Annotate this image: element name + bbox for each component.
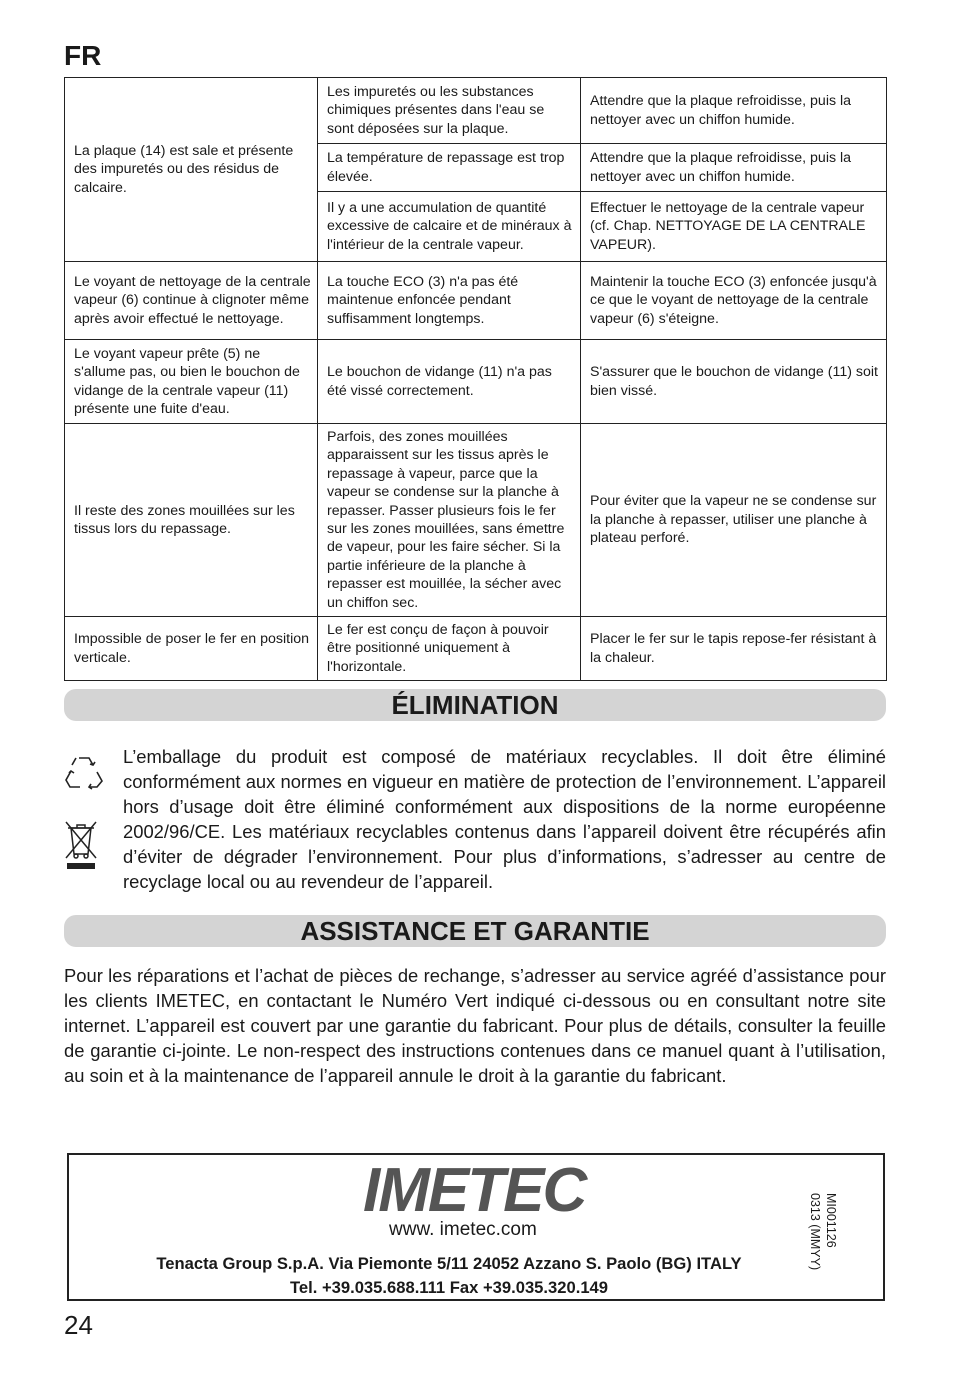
table-row [65,340,887,424]
cause-cell: Les impuretés ou les substances chimiques présentes dans l'eau se sont déposées sur la plaque. [318,78,581,144]
elimination-text: L’emballage du produit est composé de matériaux recyclables. Il doit être éliminé conformément aux normes en vigueur en matière de protection de l’environnement. L’appareil hors d’usage doit être éliminé conformément aux dispositions de la norme européenne 2002/96/CE. Les matériaux recyclables contenus dans l’appareil doivent être récupérés afin d’éviter de dégrader l’environnement. Pour plus d’informations, s’adresser au centre de recyclage local ou au revendeur de l’appareil. [123,746,886,892]
solution-cell: S'assurer que le bouchon de vidange (11) soit bien vissé. [581,340,887,424]
table-row [65,424,887,617]
solution-cell: Effectuer le nettoyage de la centrale vapeur (cf. Chap. NETTOYAGE DE LA CENTRALE VAPEUR). [581,192,887,262]
cause-cell: Le fer est conçu de façon à pouvoir être positionné uniquement à l'horizontale. [318,617,581,681]
table-row [65,78,887,144]
website-link[interactable]: www. imetec.com [389,1219,537,1240]
solution-cell: Attendre que la plaque refroidisse, puis la nettoyer avec un chiffon humide. [581,144,887,192]
problem-cell: Il reste des zones mouillées sur les tissus lors du repassage. [65,424,318,617]
page-number: 24 [64,1310,93,1340]
solution-cell: Attendre que la plaque refroidisse, puis la nettoyer avec un chiffon humide. [581,78,887,144]
svg-text:IMETEC: IMETEC [363,1159,586,1219]
table-row [65,262,887,340]
weee-bin-icon [64,818,98,870]
elimination-heading: ÉLIMINATION [64,689,886,721]
cause-cell: Parfois, des zones mouillées apparaissent sur les tissus après le repassage à vapeur, parce que la vapeur se condense sur la planche à repasser. Passer plusieurs fois le fer sur les zones mouillées, sans émettre de vapeur, pour les faire sécher. Si la partie inférieure de la planche à repasser est mouillée, la sécher avec un chiffon sec. [318,424,581,617]
solution-cell: Pour éviter que la vapeur ne se condense sur la planche à repasser, utiliser une planche à plateau perforé. [581,424,887,617]
problem-cell: Le voyant vapeur prête (5) ne s'allume pas, ou bien le bouchon de vidange de la centrale vapeur (11) présente une fuite d'eau. [65,340,318,424]
cause-cell: Le bouchon de vidange (11) n'a pas été vissé correctement. [318,340,581,424]
solution-cell: Maintenir la touche ECO (3) enfoncée jusqu'à ce que le voyant de nettoyage de la centrale vapeur (6) s'éteigne. [581,262,887,340]
cause-cell: Il y a une accumulation de quantité excessive de calcaire et de minéraux à l'intérieur de la centrale vapeur. [318,192,581,262]
company-info-box [67,1153,885,1301]
cause-cell: La touche ECO (3) n'a pas été maintenue enfoncée pendant suffisamment longtemps. [318,262,581,340]
company-phone: Tel. +39.035.688.111 Fax +39.035.320.149 [289,1278,609,1297]
troubleshooting-table [64,77,887,681]
table-row [65,617,887,681]
recycle-icon [64,752,104,792]
problem-cell: Le voyant de nettoyage de la centrale vapeur (6) continue à clignoter même après avoir effectué le nettoyage. [65,262,318,340]
solution-cell: Placer le fer sur le tapis repose-fer résistant à la chaleur. [581,617,887,681]
company-address: Tenacta Group S.p.A. Via Piemonte 5/11 24052 Azzano S. Paolo (BG) ITALY [156,1254,742,1273]
cause-cell: La température de repassage est trop élevée. [318,144,581,192]
assistance-heading: ASSISTANCE ET GARANTIE [64,915,886,947]
problem-cell: Impossible de poser le fer en position verticale. [65,617,318,681]
language-label: FR [64,40,102,71]
assistance-text: Pour les réparations et l’achat de pièces de rechange, s’adresser au service agréé d’assistance pour les clients IMETEC, en contactant le Numéro Vert indiqué ci-dessous ou en consultant notre site internet. L’appareil est couvert par une garantie du fabricant. Pour plus de détails, consulter la feuille de garantie ci-jointe. Le non-respect des instructions contenues dans ce manuel quant à l’utilisation, au soin et à la maintenance de l’appareil annule le droit à la garantie du fabricant. [64,965,886,1086]
imetec-logo [359,1159,599,1219]
document-code: MI001126 0313 (MMYY) [808,1193,838,1271]
problem-cell: La plaque (14) est sale et présente des impuretés ou des résidus de calcaire. [65,78,318,262]
